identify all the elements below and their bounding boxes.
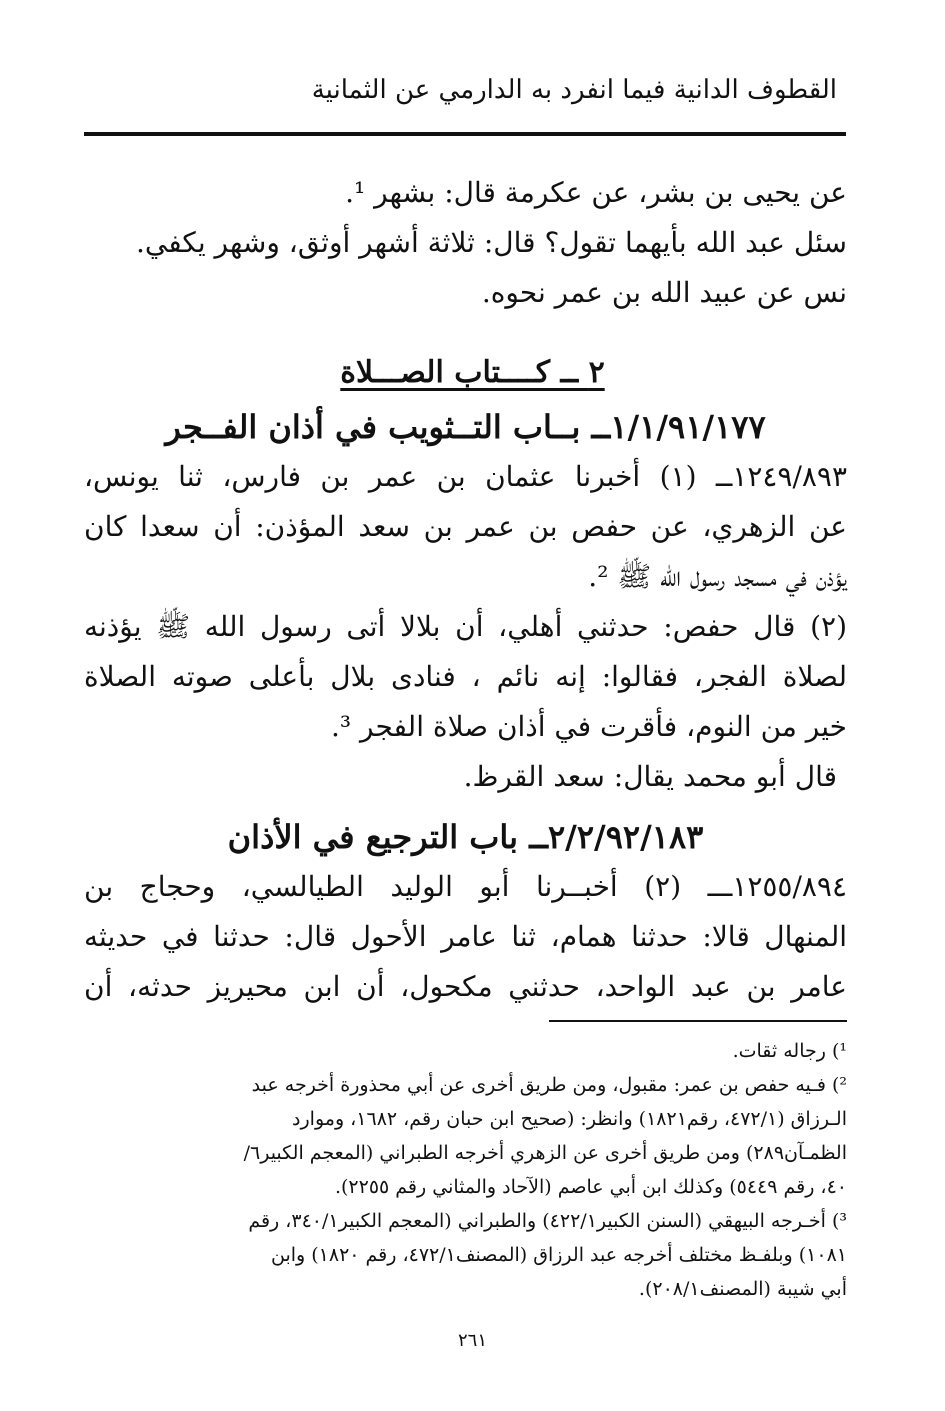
running-header: القطوف الدانية فيما انفرد به الدارمي عن الثمانية <box>311 75 837 105</box>
hadith-line: (٢) قال حفص: حدثني أهلي، أن بلالا أتى رسول الله ﷺ يؤذنه <box>84 610 847 643</box>
hadith-2 <box>84 862 847 1012</box>
hadith-line: ١٢٤٩/٨٩٣ــ (١) أخبرنا عثمان بن عمر بن فارس، ثنا يونس، <box>84 460 847 493</box>
hadith-line: عن الزهري، عن حفص بن عمر بن سعد المؤذن: أن سعدا كان <box>84 510 847 543</box>
footnote-line: ١٠٨١) وبلفـظ مختلف أخرجه عبد الرزاق (المصنف٤٧٢/١، رقم ١٨٢٠) وابن <box>270 1244 847 1266</box>
footnote-line: ³) أخـرجه البيهقي (السنن الكبير٤٢٢/١) والطبراني (المعجم الكبير٣٤٠/١، رقم <box>248 1210 847 1232</box>
hadith-line: المنهال قالا: حدثنا همام، ثنا عامر الأحول قال: حدثنا في حديثه <box>84 920 847 953</box>
footnote-line: ٤٠، رقم ٥٤٤٩) وكذلك ابن أبي عاصم (الآحاد والمثاني رقم ٢٢٥٥). <box>334 1176 847 1198</box>
footnotes <box>84 1034 847 1306</box>
header-rule <box>84 132 846 136</box>
hadith-line: عامر بن عبد الواحد، حدثني مكحول، أن ابن محيريز حدثه، أن <box>84 970 847 1003</box>
hadith-line: يؤذن في مسجد رسول الله ﷺ ². <box>588 560 847 593</box>
footnote-line: ²) فـيه حفص بن عمر: مقبول، ومن طريق أخرى عن أبي محذورة أخرجه عبد <box>251 1074 847 1096</box>
intro-line: سئل عبد الله بأيهما تقول؟ قال: ثلاثة أشهر أوثق، وشهر يكفي. <box>135 226 847 259</box>
book-heading <box>84 348 861 398</box>
chapter-heading: ١/١/٩١/١٧٧ــ بــاب التــثويب في أذان الفــجر <box>165 408 766 446</box>
footnote-line: الظمـآن٢٨٩) ومن طريق أخرى عن الزهري أخرجه الطبراني (المعجم الكبير٦/ <box>243 1142 847 1164</box>
intro-paragraph <box>84 168 847 318</box>
intro-line: نس عن عبيد الله بن عمر نحوه. <box>481 276 847 309</box>
chapter-heading-2: ٢/٢/٩٢/١٨٣ــ باب الترجيع في الأذان <box>227 818 704 856</box>
footnote-line: ¹) رجاله ثقات. <box>732 1040 847 1062</box>
hadith-line: خير من النوم، فأقرت في أذان صلاة الفجر ³. <box>330 710 847 743</box>
footnote-line: الـرزاق (٤٧٢/١، رقم١٨٢١) وانظر: (صحيح ابن حبان رقم، ١٦٨٢، وموارد <box>292 1108 847 1130</box>
footnote-line: أبي شيبة (المصنف٢٠٨/١). <box>638 1278 847 1300</box>
footnote-rule <box>549 1020 847 1022</box>
intro-line: عن يحيى بن بشر، عن عكرمة قال: بشهر ¹. <box>345 176 847 209</box>
hadith-1 <box>84 452 847 802</box>
hadith-line: لصلاة الفجر، فقالوا: إنه نائم ، فنادى بلال بأعلى صوته الصلاة <box>84 660 847 693</box>
hadith-line: ١٢٥٥/٨٩٤ـــ (٢) أخبــرنا أبو الوليد الطيالسي، وحجاج بن <box>84 870 847 903</box>
page-number: ٢٦١ <box>457 1330 487 1351</box>
book-heading-text: ٢ ــ كــــتاب الصـــلاة <box>340 355 605 390</box>
hadith-line: قال أبو محمد يقال: سعد القرظ. <box>463 760 837 793</box>
